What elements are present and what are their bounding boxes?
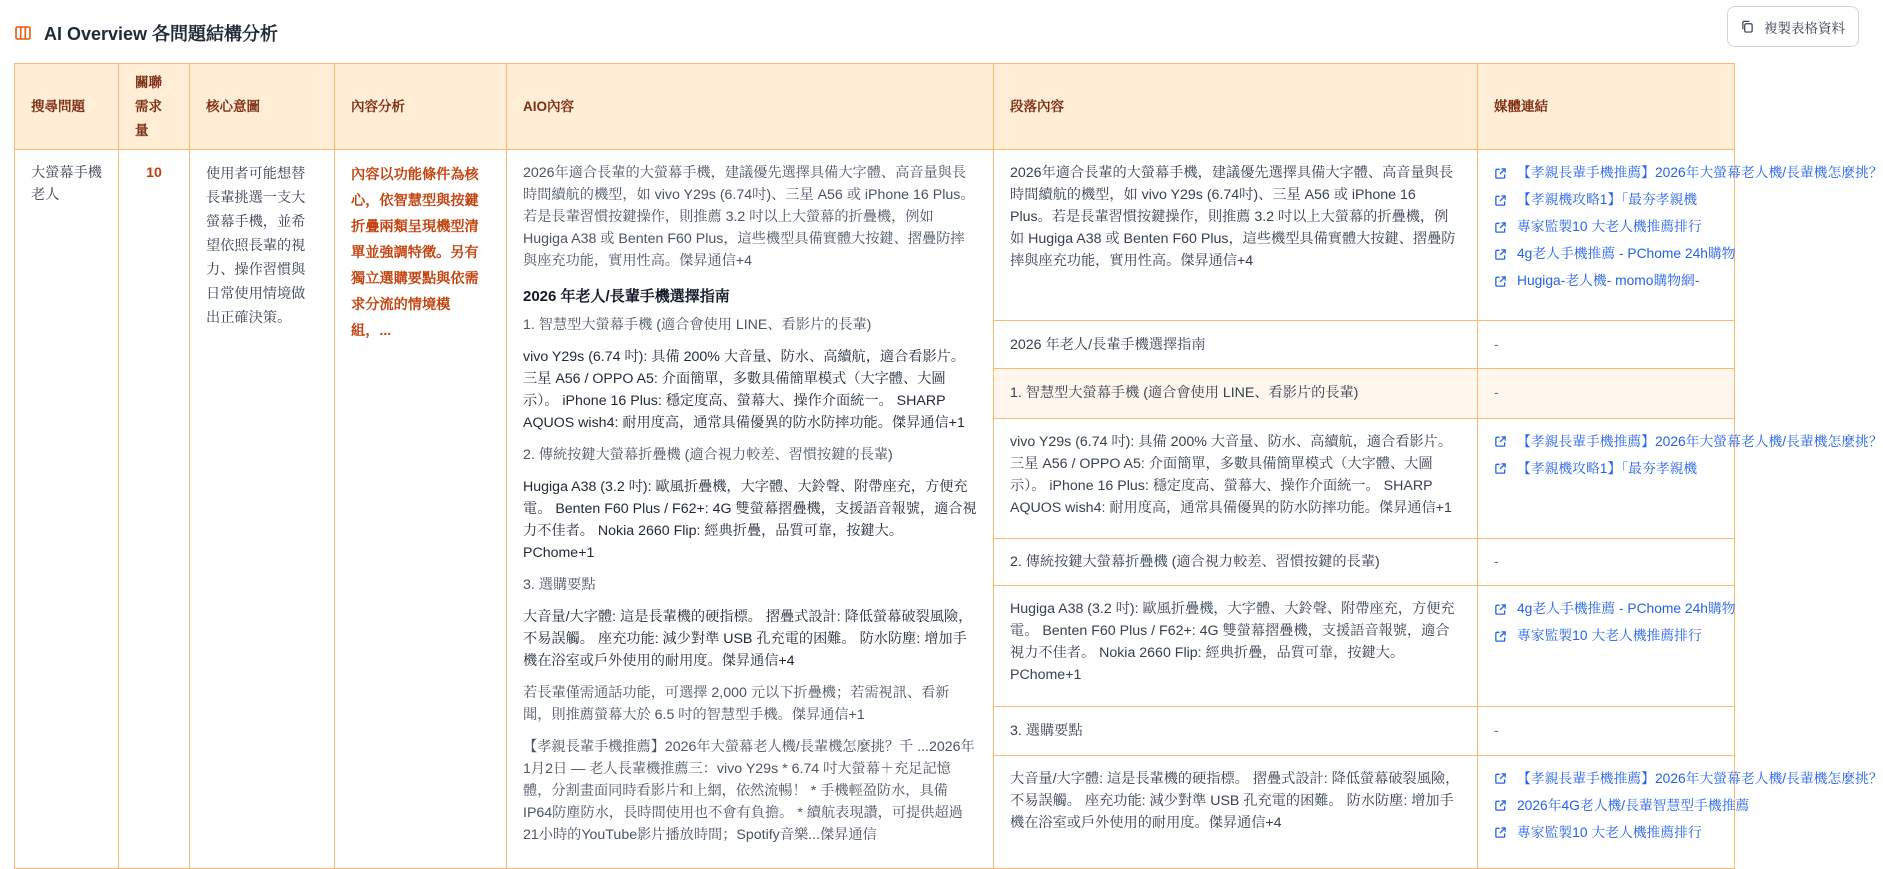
col-header-query: 搜尋問題 — [15, 64, 119, 150]
media-link-label: 專家監製10 大老人機推薦排行 — [1517, 824, 1702, 840]
aio-paragraph: vivo Y29s (6.74 吋): 具備 200% 大音量、防水、高續航，適合看影片。 三星 A56 / OPPO A5: 介面簡單，多數具備簡單模式（大字體、大圖示）。 iPhone 16 Plus: 穩定度高、螢幕大、操作介面統一。 SHARP AQUOS wish4: 耐用度高，通常具備優異的防水防摔功能。傑昇通信+1 — [523, 349, 966, 431]
media-link-label: 【孝親機攻略1】「最夯孝親機 — [1517, 460, 1698, 476]
aio-paragraph: 2026年適合長輩的大螢幕手機，建議優先選擇具備大字體、高音量與長時間續航的機型，如 vivo Y29s (6.74吋)、三星 A56 或 iPhone 16 Plus。若是長輩習慣按鍵操作，則推薦 3.2 吋以上大螢幕的折疊機，例如 Hugiga A38 或 Benten F60 Plus，這些機型具備實體大按鍵、摺疊防摔與座充功能，實用性高。傑昇通信+4 — [523, 165, 975, 269]
external-link-icon — [1494, 167, 1507, 180]
media-links-empty: - — [1478, 539, 1735, 586]
media-links-cell — [1478, 150, 1883, 321]
external-link-icon — [1494, 194, 1507, 207]
aio-paragraph: Hugiga A38 (3.2 吋): 歐風折疊機，大字體、大鈴聲、附帶座充，方便充電。 Benten F60 Plus / F62+: 4G 雙螢幕摺疊機，支援語音報號，適合視力不佳者。 Nokia 2660 Flip: 經典折疊，品質可靠，按鍵大。 PChome+1 — [523, 479, 977, 561]
media-link-label: 【孝親長輩手機推薦】2026年大螢幕老人機/長輩機怎麼挑？ — [1517, 770, 1883, 786]
media-link[interactable] — [1494, 768, 1883, 790]
segment-row — [15, 150, 1735, 321]
media-link[interactable] — [1494, 598, 1736, 620]
intent-cell: 使用者可能想替長輩挑選一支大螢幕手機，並希望依照長輩的視力、操作習慣與日常使用情境做出正確決策。 — [190, 150, 335, 869]
media-link-label: 2026年4G老人機/長輩智慧型手機推薦 — [1517, 797, 1750, 813]
segment-cell: 大音量/大字體: 這是長輩機的硬指標。 摺疊式設計: 降低螢幕破裂風險，不易誤觸。 座充功能: 減少對準 USB 孔充電的困難。 防水防塵: 增加手機在浴室或戶外使用的耐用度。傑昇通信+4 — [994, 755, 1478, 868]
media-link[interactable] — [1494, 189, 1718, 211]
external-link-icon — [1494, 248, 1507, 261]
copy-icon — [1741, 20, 1754, 33]
external-link-icon — [1494, 462, 1507, 475]
media-links-cell — [1478, 755, 1883, 868]
media-links-empty: - — [1478, 707, 1735, 755]
aio-subheading: 1. 智慧型大螢幕手機 (適合會使用 LINE、看影片的長輩) — [523, 317, 872, 333]
external-link-icon — [1494, 435, 1507, 448]
col-header-segment: 段落內容 — [994, 64, 1478, 150]
aio-structure-table — [14, 63, 1883, 869]
media-links-empty: - — [1478, 321, 1735, 369]
media-link[interactable] — [1494, 795, 1750, 817]
media-link-label: 4g老人手機推薦 - PChome 24h購物 — [1517, 246, 1736, 261]
external-link-icon — [1494, 772, 1507, 785]
col-header-intent: 核心意圖 — [190, 64, 335, 150]
copy-table-button[interactable] — [1727, 6, 1859, 47]
segment-cell: 3. 選購要點 — [994, 707, 1478, 755]
external-link-icon — [1494, 799, 1507, 812]
aio-subheading: 3. 選購要點 — [523, 577, 596, 593]
external-link-icon — [1494, 826, 1507, 839]
page-title — [14, 20, 278, 46]
volume-cell: 10 — [119, 150, 190, 869]
external-link-icon — [1494, 630, 1507, 643]
page-title-text: AI Overview 各問題結構分析 — [44, 24, 279, 44]
media-link-label: 專家監製10 大老人機推薦排行 — [1517, 219, 1702, 234]
segment-cell: vivo Y29s (6.74 吋): 具備 200% 大音量、防水、高續航，適合看影片。 三星 A56 / OPPO A5: 介面簡單，多數具備簡單模式（大字體、大圖示）。 iPhone 16 Plus: 穩定度高、螢幕大、操作介面統一。 SHARP AQUOS wish4: 耐用度高，通常具備優異的防水防摔功能。傑昇通信+1 — [994, 418, 1478, 539]
segment-cell: 2026年適合長輩的大螢幕手機，建議優先選擇具備大字體、高音量與長時間續航的機型，如 vivo Y29s (6.74吋)、三星 A56 或 iPhone 16 Plus。若是長輩習慣按鍵操作，則推薦 3.2 吋以上大螢幕的折疊機，例如 Hugiga A38 或 Benten F60 Plus，這些機型具備實體大按鍵、摺疊防摔與座充功能，實用性高。傑昇通信+4 — [994, 150, 1478, 321]
media-link[interactable] — [1494, 822, 1718, 844]
media-links-cell — [1478, 418, 1883, 539]
aio-subheading: 2. 傳統按鍵大螢幕折疊機 (適合視力較差、習慣按鍵的長輩) — [523, 447, 893, 463]
media-link-label: 專家監製10 大老人機推薦排行 — [1517, 628, 1702, 644]
media-link[interactable] — [1494, 270, 1718, 292]
media-links-cell — [1478, 586, 1735, 707]
segment-cell: 1. 智慧型大螢幕手機 (適合會使用 LINE、看影片的長輩) — [994, 369, 1478, 418]
aio-paragraph: 大音量/大字體: 這是長輩機的硬指標。 摺疊式設計: 降低螢幕破裂風險，不易誤觸。 座充功能: 減少對準 USB 孔充電的困難。 防水防塵: 增加手機在浴室或戶外使用的耐用度。傑昇通信+4 — [523, 609, 973, 669]
segment-cell: 2. 傳統按鍵大螢幕折疊機 (適合視力較差、習慣按鍵的長輩) — [994, 539, 1478, 586]
media-link[interactable] — [1494, 625, 1718, 647]
page-header — [14, 14, 1871, 54]
col-header-analysis: 內容分析 — [335, 64, 507, 150]
media-link[interactable] — [1494, 458, 1718, 480]
media-link[interactable] — [1494, 243, 1736, 265]
media-link[interactable] — [1494, 216, 1718, 238]
media-link[interactable] — [1494, 431, 1883, 453]
copy-table-label: 複製表格資料 — [1764, 20, 1845, 36]
segment-cell: 2026 年老人/長輩手機選擇指南 — [994, 321, 1478, 369]
media-link-label: 【孝親機攻略1】「最夯孝親機 — [1517, 192, 1698, 207]
aio-content-cell — [507, 150, 994, 869]
media-link[interactable] — [1494, 162, 1883, 184]
query-cell: 大螢幕手機老人 — [15, 150, 119, 869]
media-link-label: Hugiga-老人機- momo購物網- — [1517, 273, 1700, 288]
external-link-icon — [1494, 221, 1507, 234]
col-header-links: 媒體連結 — [1478, 64, 1735, 150]
aio-paragraph: 若長輩僅需通話功能，可選擇 2,000 元以下折疊機；若需視訊、看新聞，則推薦螢幕大於 6.5 吋的智慧型手機。傑昇通信+1 — [523, 685, 950, 723]
aio-paragraph: 【孝親長輩手機推薦】2026年大螢幕老人機/長輩機怎麼挑？千 ...2026年1月2日 — 老人長輩機推薦三：vivo Y29s * 6.74 吋大螢幕＋充足記憶體，分割畫面同時看影片和上網，依然流暢！ * 手機輕盈防水，具備IP64防塵防水，長時間使用也不會有負擔。 * 續航表現讚，可提供超過21小時的YouTube影片播放時間；Spotify音樂...傑昇通信 — [523, 739, 975, 843]
aio-heading: 2026 年老人/長輩手機選擇指南 — [523, 288, 730, 305]
col-header-aio: AIO內容 — [507, 64, 994, 150]
analysis-cell: 內容以功能條件為核心，依智慧型與按鍵折疊兩類呈現機型清單並強調特徵。另有獨立選購要點與依需求分流的情境模組，... — [335, 150, 507, 869]
external-link-icon — [1494, 603, 1507, 616]
segment-cell: Hugiga A38 (3.2 吋): 歐風折疊機，大字體、大鈴聲、附帶座充，方便充電。 Benten F60 Plus / F62+: 4G 雙螢幕摺疊機，支援語音報號，適合視力不佳者。 Nokia 2660 Flip: 經典折疊，品質可靠，按鍵大。 PChome+1 — [994, 586, 1478, 707]
media-link-label: 【孝親長輩手機推薦】2026年大螢幕老人機/長輩機怎麼挑？ — [1517, 433, 1883, 449]
media-link-label: 【孝親長輩手機推薦】2026年大螢幕老人機/長輩機怎麼挑？ — [1517, 165, 1883, 180]
table-header-row — [15, 64, 1735, 150]
media-link-label: 4g老人手機推薦 - PChome 24h購物 — [1517, 601, 1736, 617]
col-header-volume: 關聯需求量 — [119, 64, 190, 150]
columns-icon — [14, 24, 32, 42]
external-link-icon — [1494, 275, 1507, 288]
media-links-empty: - — [1478, 369, 1735, 418]
